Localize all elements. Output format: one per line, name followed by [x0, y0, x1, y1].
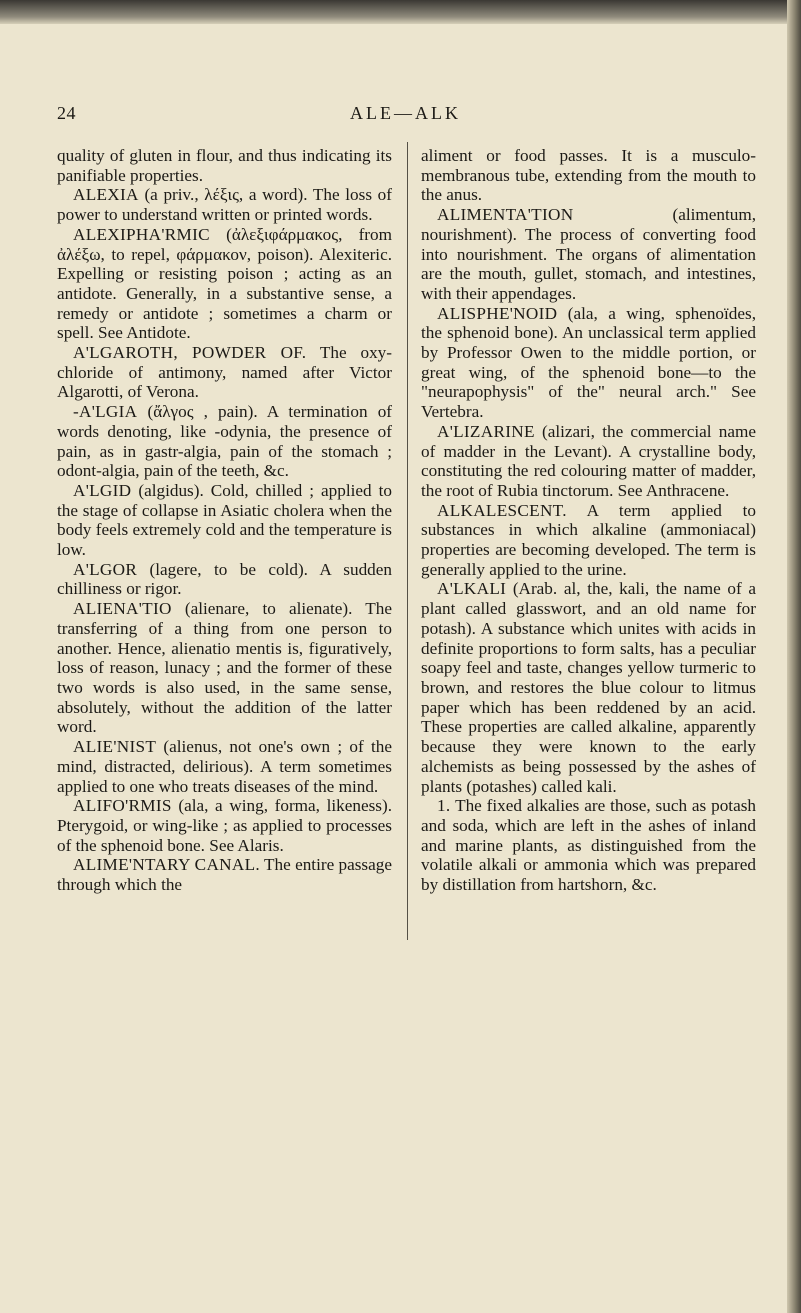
headword: ALIMENTA'TION	[437, 205, 574, 225]
entry-alienist: ALIE'NIST (alienus, not one's own ; of the mind, distracted, delirious). A term sometimes applied to one who treats diseases of the mind.	[57, 737, 392, 796]
left-column	[57, 146, 392, 895]
headword: ALEXIPHA'RMIC	[73, 224, 210, 244]
page-number: 24	[57, 103, 76, 123]
headword: A'LGAROTH, POWDER OF.	[73, 343, 307, 363]
headword: A'LKALI	[437, 579, 507, 599]
entry-aliformis: ALIFO'RMIS (ala, a wing, forma, likeness). Pterygoid, or wing-like ; as applied to processes of the sphenoid bone. See Alaris.	[57, 796, 392, 855]
headword: A'LGID	[73, 480, 132, 500]
headword: ALEXIA	[73, 185, 139, 205]
entry-alienatio: ALIENA'TIO (alienare, to alienate). The transferring of a thing from one person to another. Hence, alienatio mentis is, figuratively, loss of reason, lunacy ; and the former of these two words is also used, in the same sense, absolutely, without the addition of the latter word.	[57, 599, 393, 737]
entry-alimentation: ALIMENTA'TION (alimentum, nourishment). The process of converting food into nourishment. The organs of alimentation are the mouth, gullet, stomach, and intestines, with their appendages.	[421, 205, 756, 303]
entry-alimentary-canal: ALIME'NTARY CANAL. The entire passage through which the	[57, 855, 392, 895]
headword: ALIENA'TIO	[73, 599, 172, 619]
entry-alexipharmic: ALEXIPHA'RMIC (ἀλεξιφάρμακος, from ἀλέξω, to repel, φάρμακον, poison). Alexiteric. Expelling or resisting poison ; acting as an antidote. Generally, in a substantive sense, a remedy or antidote ; sometimes a charm or spell. See Antidote.	[57, 224, 392, 343]
entry-continuation: aliment or food passes. It is a musculo-membranous tube, extending from the mouth to the anus.	[421, 146, 756, 205]
headword: ALISPHE'NOID	[437, 303, 558, 323]
page-top-shadow	[0, 0, 801, 24]
entry-algid: A'LGID (algidus). Cold, chilled ; applied to the stage of collapse in Asiatic cholera when the body feels extremely cold and the temperature is low.	[57, 480, 393, 560]
headword: A'LGOR	[73, 559, 138, 579]
headword: -A'LGIA	[73, 402, 138, 422]
headword: ALIFO'RMIS	[73, 796, 172, 816]
entry-alkali: A'LKALI (Arab. al, the, kali, the name of a plant called glasswort, and an old name for potash). A substance which unites with acids in definite proportions to form salts, has a peculiar soapy feel and taste, changes yellow turmeric to brown, and restores the blue colour to litmus paper which has been reddened by an acid. These properties are called alkaline, apparently because they were known to the early alchemists as being possessed by the ashes of plants (potashes) called kali.	[421, 579, 756, 796]
headword: ALIE'NIST	[73, 737, 157, 757]
headword: A'LIZARINE	[437, 421, 535, 441]
headword: ALIME'NTARY CANAL.	[73, 855, 260, 875]
entry-algaroth: A'LGAROTH, POWDER OF. The oxy-chloride of antimony, named after Victor Algarotti, of Verona.	[57, 343, 392, 402]
entry-fixed-alkalies: 1. The fixed alkalies are those, such as potash and soda, which are left in the ashes of inland and marine plants, as distinguished from the volatile alkali or ammonia which was prepared by distillation from hartshorn, &c.	[421, 796, 756, 895]
column-divider	[407, 142, 408, 940]
entry-alexia: ALEXIA (a priv., λέξις, a word). The loss of power to understand written or printed words.	[57, 185, 393, 225]
entry-alizarine: A'LIZARINE (alizari, the commercial name of madder in the Levant). A crystalline body, constituting the red colouring matter of madder, the root of Rubia tinctorum. See Anthracene.	[421, 421, 757, 500]
entry-algia: -A'LGIA (ἄλγος , pain). A termination of words denoting, like -odynia, the presence of pain, as in gastr-algia, pain of the stomach ; odont-algia, pain of the teeth, &c.	[57, 402, 393, 481]
headword: 1.	[437, 796, 451, 816]
entry-continuation: quality of gluten in flour, and thus indicating its panifiable properties.	[57, 146, 392, 185]
entry-algor: A'LGOR (lagere, to be cold). A sudden chilliness or rigor.	[57, 559, 392, 599]
entry-alisphenoid: ALISPHE'NOID (ala, a wing, sphenoïdes, the sphenoid bone). An unclassical term applied by Professor Owen to the middle portion, or great wing, of the sphenoid bone—to the "neurapophysis" of the" neural arch." See Vertebra.	[421, 303, 757, 422]
entry-alkalescent: ALKALESCENT. A term applied to substances in which alkaline (ammoniacal) properties are becoming developed. The term is generally applied to the urine.	[421, 500, 756, 579]
running-head: ALE—ALK	[350, 103, 461, 123]
headword: ALKALESCENT.	[437, 500, 567, 520]
page-edge-shadow	[787, 0, 801, 1313]
right-column	[421, 146, 756, 895]
